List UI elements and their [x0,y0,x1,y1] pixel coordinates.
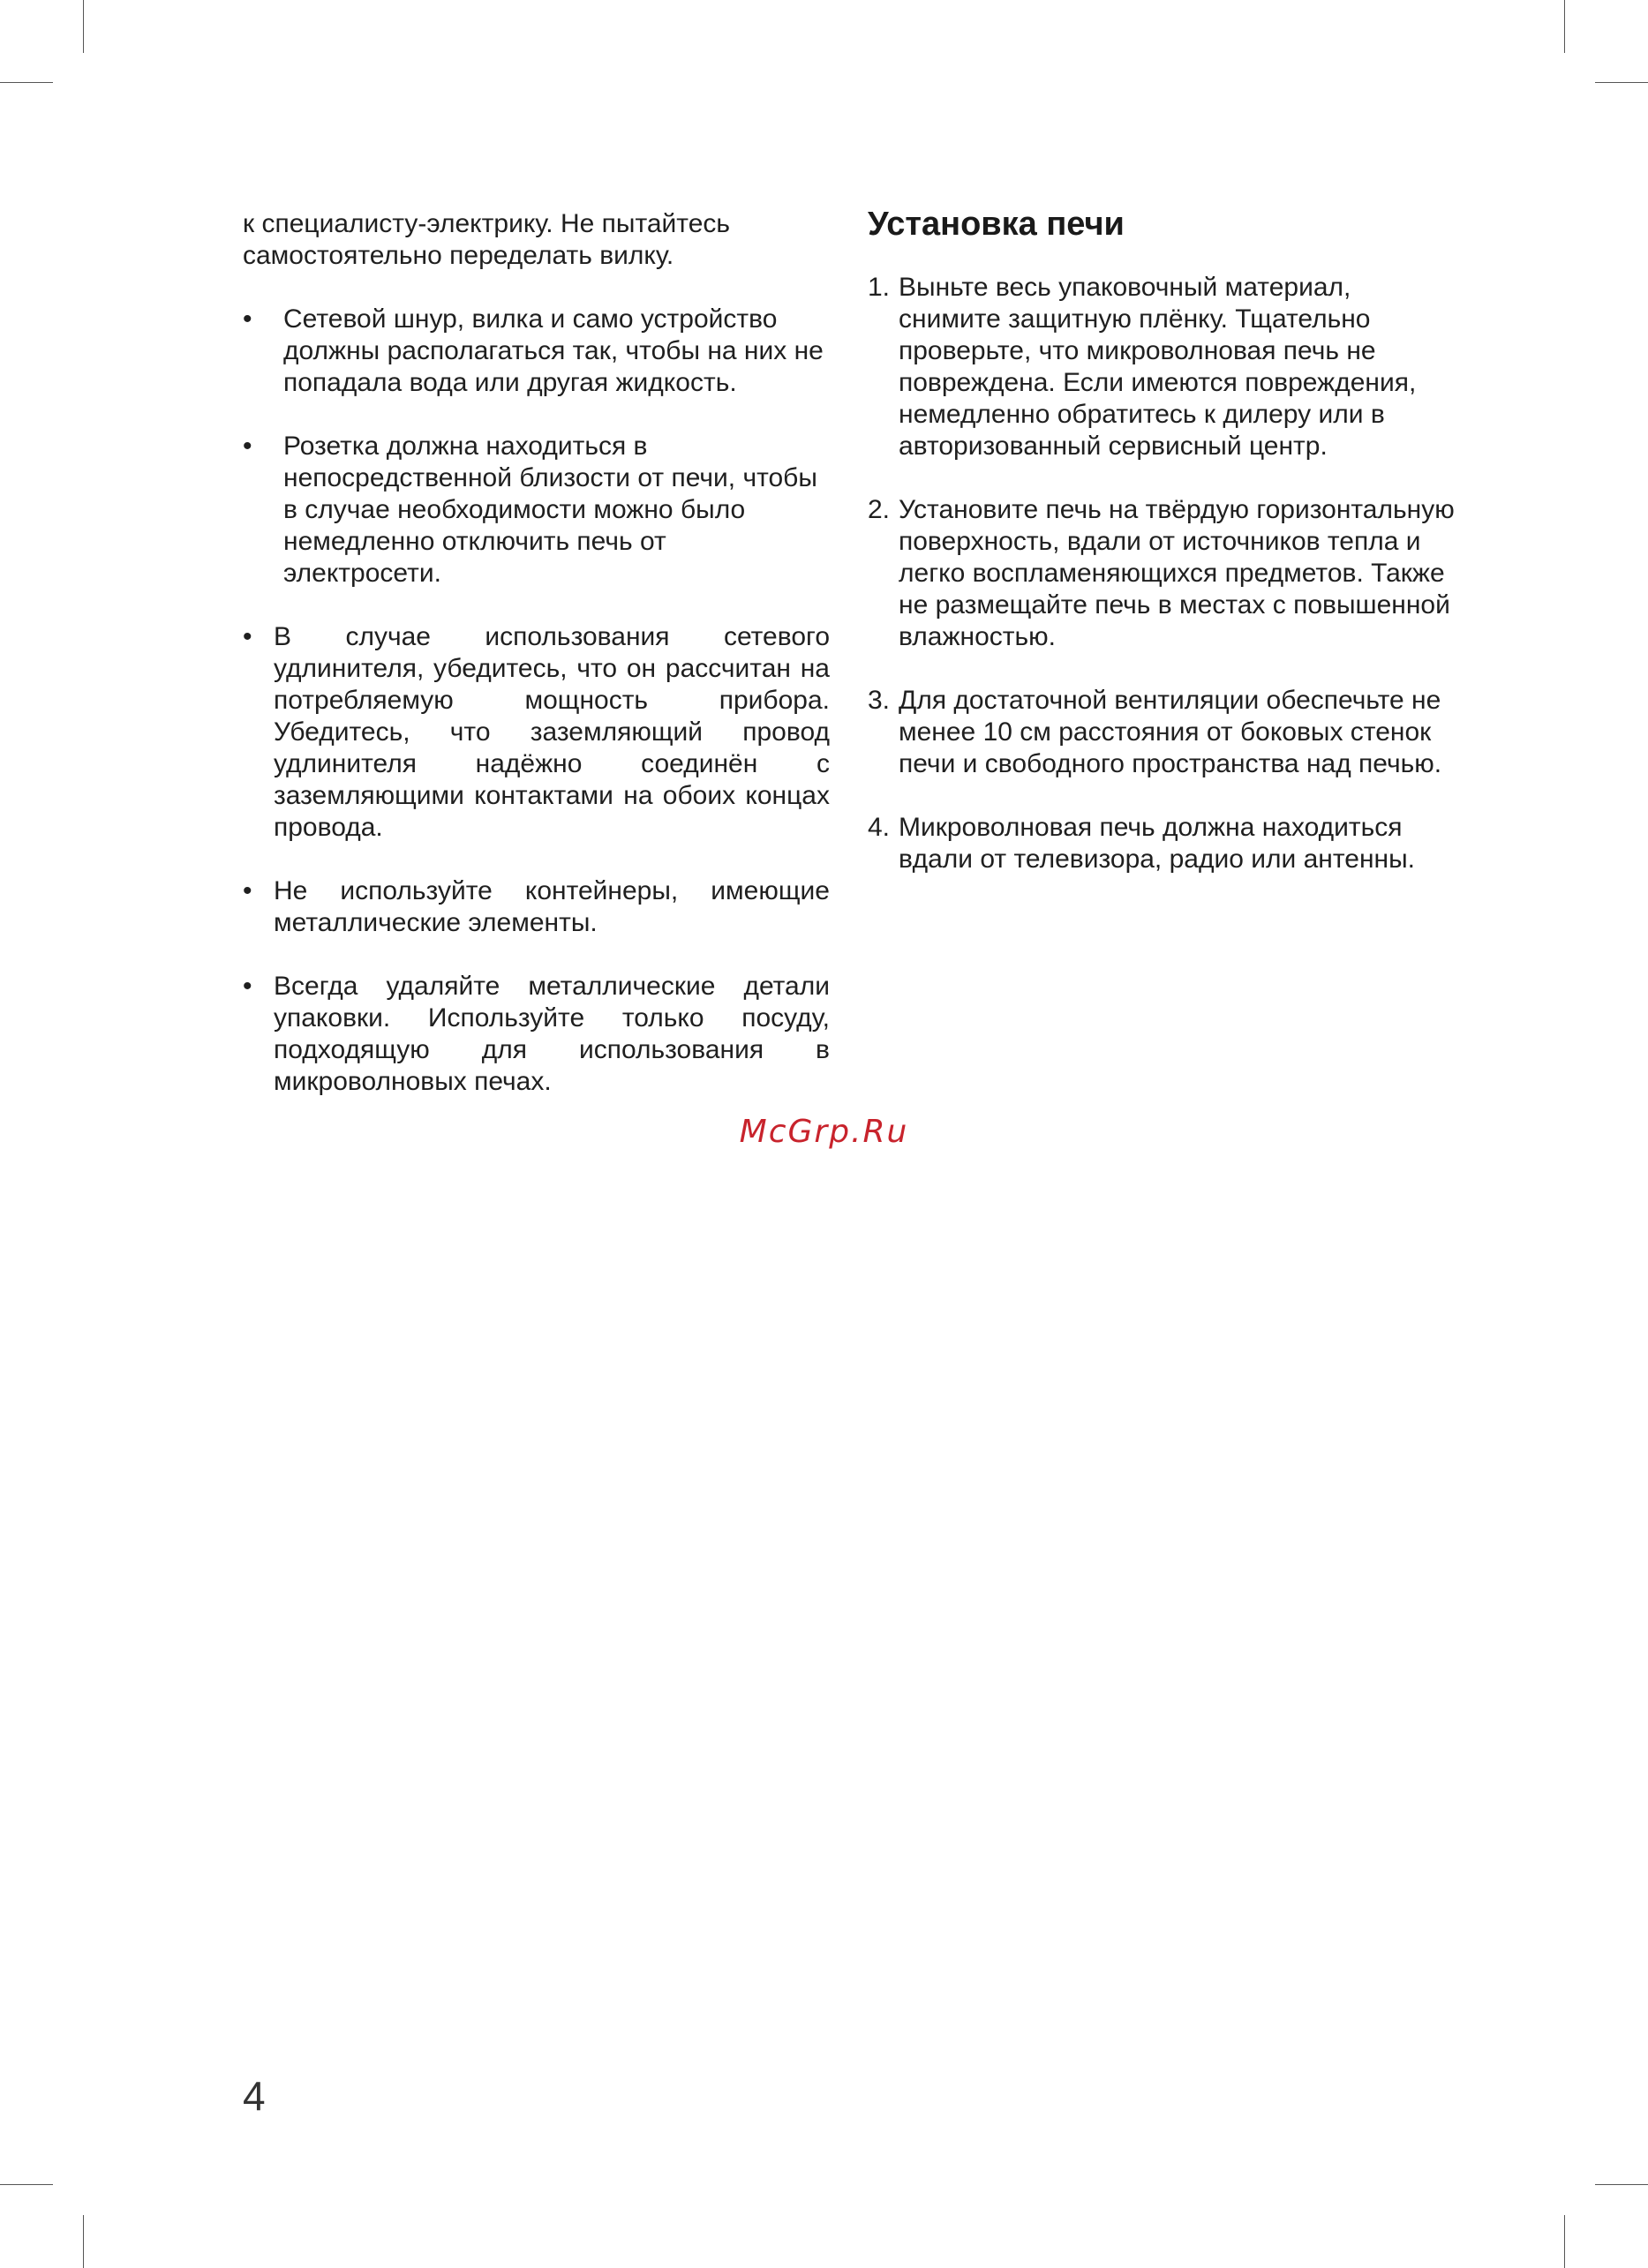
step-text: Выньте весь упаковочный материал, снимите защитную плёнку. Тщательно проверьте, что микроволновая печь не повреждена. Если имеются повреждения, немедленно обратитесь к дилеру или в авторизованный сервисный центр. [899,273,1417,461]
step-text: Для достаточной вентиляции обеспечьте не менее 10 см расстояния от боковых стенок печи и свободного пространства над печью. [899,686,1442,778]
list-item [243,971,830,1098]
crop-mark-top-right-vertical [1564,0,1565,53]
list-item [868,685,1455,780]
right-column [868,208,1455,907]
list-item [243,875,830,939]
list-item [243,621,830,844]
watermark-link[interactable]: McGrp.Ru [739,1114,909,1150]
step-number: 2. [868,495,891,524]
page-number: 4 [243,2073,266,2119]
step-text: Установите печь на твёрдую горизонтальную поверхность, вдали от источников тепла и легко воспламеняющихся предметов. Также не размещайте печь в местах с повышенной влажностью. [899,495,1455,651]
list-item [243,431,830,590]
section-heading: Установка печи [868,206,1125,243]
crop-mark-bottom-right-horizontal [1595,2184,1648,2185]
list-item [868,272,1455,462]
bullet-marker: • [243,622,252,651]
step-number: 3. [868,686,891,715]
crop-mark-bottom-right-vertical [1564,2215,1565,2268]
bullet-marker: • [243,304,252,334]
left-column [243,208,830,1130]
list-item [868,494,1455,653]
step-number: 1. [868,273,891,302]
crop-mark-bottom-left-vertical [83,2215,84,2268]
installation-steps-list [868,272,1455,875]
crop-mark-top-left-vertical [83,0,84,53]
bullet-marker: • [243,432,252,461]
step-number: 4. [868,813,891,842]
list-item [868,812,1455,875]
bullet-text: В случае использования сетевого удлинителя, убедитесь, что он рассчитан на потребляемую мощность прибора. Убедитесь, что заземляющий провод удлинителя надёжно соединён с заземляющими контактами на обоих концах провода. [274,622,830,842]
bullet-marker: • [243,972,252,1001]
intro-paragraph: к специалисту-электрику. Не пытайтесь самостоятельно переделать вилку. [243,209,731,270]
bullet-marker: • [243,876,252,905]
crop-mark-top-right-horizontal [1595,82,1648,83]
step-text: Микроволновая печь должна находиться вдали от телевизора, радио или антенны. [899,813,1415,874]
bullet-text: Розетка должна находиться в непосредственной близости от печи, чтобы в случае необходимости можно было немедленно отключить печь от электросети. [283,432,817,588]
bullet-text: Всегда удаляйте металлические детали упаковки. Используйте только посуду, подходящую для использования в микроволновых печах. [274,972,830,1096]
list-item [243,304,830,399]
safety-bullet-list [243,304,830,1098]
crop-mark-bottom-left-horizontal [0,2184,53,2185]
crop-mark-top-left-horizontal [0,82,53,83]
bullet-text: Сетевой шнур, вилка и само устройство должны располагаться так, чтобы на них не попадала вода или другая жидкость. [283,304,824,397]
bullet-text: Не используйте контейнеры, имеющие металлические элементы. [274,876,830,937]
